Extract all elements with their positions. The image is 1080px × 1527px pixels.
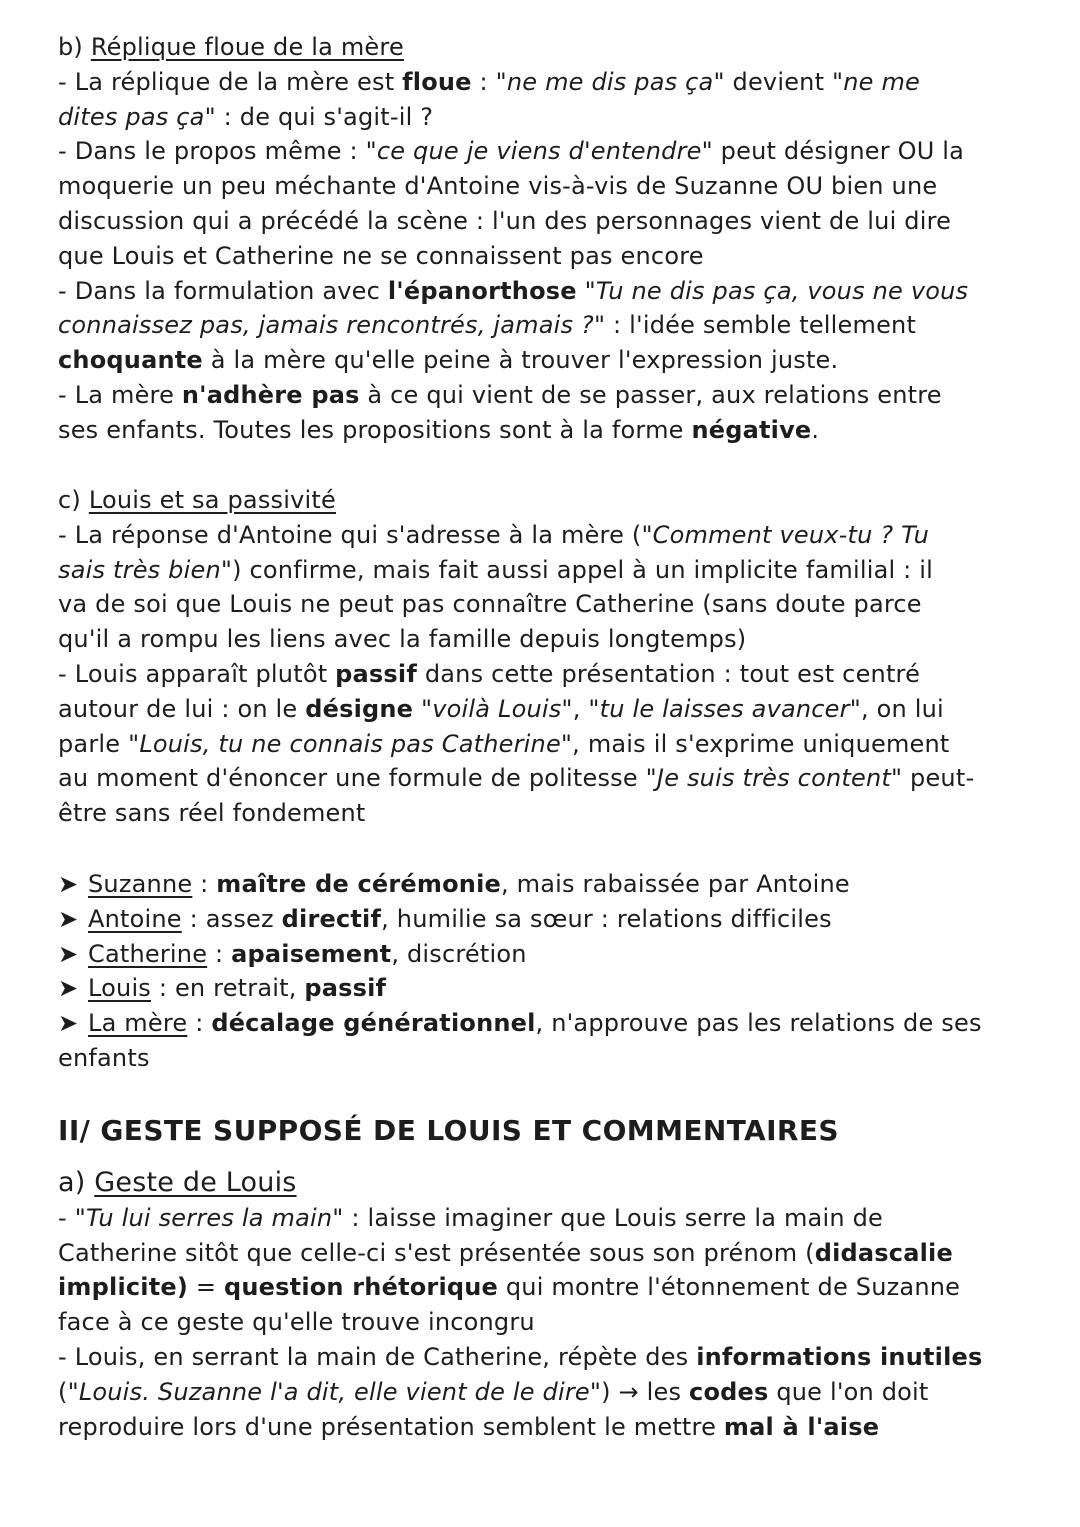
section-a-title: Geste de Louis — [94, 1167, 297, 1198]
quote-italic: sais très bien" — [58, 555, 233, 584]
character-name: Catherine — [88, 939, 208, 968]
text-run: , mais rabaissée par Antoine — [500, 870, 850, 898]
text-run: : — [207, 939, 232, 968]
section-b-title: Réplique floue de la mère — [90, 33, 404, 61]
text-run: que Louis et Catherine ne se connaissent pas encore — [58, 241, 704, 270]
text-run: : de qui s'agit-il ? — [215, 102, 434, 131]
quote-italic: "Louis, tu ne connais pas Catherine" — [128, 729, 573, 758]
text-run: ses enfants. Toutes les propositions sont à la forme — [58, 415, 692, 444]
text-run: - Louis apparaît plutôt — [58, 659, 336, 688]
text-run: - Dans la formulation avec — [58, 276, 388, 305]
section-b-heading — [58, 30, 1028, 65]
text-run: . — [811, 415, 820, 444]
text-line — [58, 518, 1028, 553]
text-run: dans cette présentation : tout est centré — [416, 659, 921, 688]
text-run: à ce qui vient de se passer, aux relations entre — [359, 380, 942, 409]
section-a-heading — [58, 1166, 1028, 1201]
emphasis-bold: décalage générationnel — [211, 1009, 536, 1038]
text-line — [58, 343, 1028, 378]
emphasis-bold: implicite) — [58, 1273, 189, 1302]
section-b — [58, 30, 1028, 448]
text-run: face à ce geste qu'elle trouve incongru — [58, 1308, 535, 1337]
text-line — [58, 308, 1028, 343]
character-name: Suzanne — [88, 870, 193, 898]
text-run: qu'il a rompu les liens avec la famille depuis longtemps) — [58, 625, 747, 654]
emphasis-bold: question rhétorique — [224, 1273, 499, 1302]
text-line — [58, 239, 1028, 274]
emphasis-bold: apaisement — [231, 939, 392, 968]
text-run: être sans réel fondement — [58, 799, 366, 828]
text-line — [58, 1410, 1028, 1445]
text-run: Catherine sitôt que celle-ci s'est présentée sous son prénom ( — [58, 1238, 815, 1267]
text-run: - — [58, 1203, 75, 1232]
text-run: : laisse imaginer que Louis serre la main de — [343, 1203, 883, 1232]
text-line — [58, 1236, 1028, 1271]
section-c — [58, 483, 1028, 831]
emphasis-bold: passif — [304, 974, 387, 1003]
text-line — [58, 796, 1028, 831]
text-run: : assez — [181, 904, 282, 933]
text-line — [58, 1201, 1028, 1236]
section-c-label: c) — [58, 486, 81, 514]
text-line — [58, 1375, 1028, 1410]
text-line — [58, 1270, 1028, 1305]
text-run: ) → les — [601, 1377, 690, 1406]
text-run: que l'on doit — [768, 1377, 929, 1406]
emphasis-bold: informations inutiles — [696, 1342, 983, 1371]
text-run: - La réplique de la mère est — [58, 67, 403, 96]
emphasis-bold: négative — [691, 415, 812, 444]
emphasis-bold: didascalie — [814, 1238, 953, 1267]
text-line — [58, 134, 1028, 169]
character-item — [58, 1006, 1028, 1041]
text-run: : — [187, 1009, 212, 1038]
text-line — [58, 657, 1028, 692]
text-run: ) confirme, mais fait aussi appel à un implicite familial : il — [232, 555, 934, 584]
emphasis-bold: n'adhère pas — [181, 380, 360, 409]
text-run: - Dans le propos même : — [58, 137, 366, 166]
text-run: va de soi que Louis ne peut pas connaître Catherine (sans doute parce — [58, 590, 922, 619]
text-run — [577, 277, 585, 305]
emphasis-bold: mal à l'aise — [723, 1412, 880, 1441]
text-run: parle — [58, 729, 129, 758]
section-c-title: Louis et sa passivité — [88, 486, 336, 514]
text-run: : l'idée semble tellement — [605, 311, 917, 340]
quote-italic: "Tu ne dis pas ça, vous ne vous — [584, 276, 969, 305]
emphasis-bold: choquante — [58, 346, 203, 375]
text-line — [58, 761, 1028, 796]
quote-italic: connaissez pas, jamais rencontrés, jamais ?" — [58, 311, 606, 340]
character-name: Antoine — [88, 904, 182, 933]
text-line — [58, 1340, 1028, 1375]
quote-italic: "Je suis très content" — [645, 764, 903, 793]
text-run: - La réponse d'Antoine qui s'adresse à la mère ( — [58, 520, 642, 549]
text-run: , n'approuve pas les relations de ses — [535, 1009, 982, 1038]
text-line — [58, 413, 1028, 448]
text-run: , discrétion — [391, 939, 527, 968]
section-a-body — [58, 1201, 1028, 1445]
quote-italic: "ne me — [832, 67, 921, 96]
text-run: : — [471, 67, 496, 96]
text-run — [413, 695, 421, 723]
emphasis-bold: l'épanorthose — [387, 276, 577, 305]
quote-italic: dites pas ça" — [58, 102, 216, 131]
emphasis-bold: désigne — [305, 694, 414, 723]
section-c-heading — [58, 483, 1028, 518]
text-run: = — [188, 1273, 225, 1302]
quote-italic: "tu le laisses avancer" — [588, 694, 861, 723]
text-run: ( — [58, 1377, 68, 1406]
text-line — [58, 622, 1028, 657]
quote-italic: "voilà Louis" — [421, 694, 573, 723]
arrow-bullet-icon: ➤ — [58, 974, 79, 1003]
text-line — [58, 100, 1028, 135]
arrow-bullet-icon: ➤ — [58, 904, 79, 933]
arrow-bullet-icon: ➤ — [58, 939, 79, 968]
section-c-body — [58, 518, 1028, 831]
text-run: , on lui — [860, 694, 944, 723]
text-line — [58, 553, 1028, 588]
text-line — [58, 169, 1028, 204]
character-name: Louis — [88, 974, 152, 1003]
emphasis-bold: floue — [402, 67, 472, 96]
text-line — [58, 587, 1028, 622]
text-line — [58, 727, 1028, 762]
part-two-heading: II/ GESTE SUPPOSÉ DE LOUIS ET COMMENTAIRES — [58, 1114, 839, 1147]
text-run: autour de lui : on le — [58, 694, 306, 723]
character-item — [58, 971, 1028, 1006]
summary-continuation: enfants — [58, 1043, 150, 1072]
quote-italic: "Comment veux-tu ? Tu — [641, 520, 930, 549]
text-run: qui montre l'étonnement de Suzanne — [498, 1273, 961, 1302]
quote-italic: "Louis. Suzanne l'a dit, elle vient de le dire" — [67, 1377, 602, 1406]
section-b-body — [58, 65, 1028, 448]
arrow-bullet-icon: ➤ — [58, 1009, 79, 1038]
text-line — [58, 274, 1028, 309]
text-run: reproduire lors d'une présentation semblent le mettre — [58, 1412, 724, 1441]
character-item — [58, 902, 1028, 937]
text-line — [58, 204, 1028, 239]
text-run: , humilie sa sœur : relations difficiles — [381, 904, 832, 933]
text-run: devient — [724, 67, 833, 96]
text-run: : en retrait, — [151, 974, 305, 1003]
text-run: peut désigner OU la — [712, 137, 965, 166]
text-run: moquerie un peu méchante d'Antoine vis-à-vis de Suzanne OU bien une — [58, 172, 938, 201]
section-b-label: b) — [58, 33, 83, 61]
emphasis-bold: directif — [281, 904, 382, 933]
emphasis-bold: passif — [335, 659, 417, 688]
emphasis-bold: maître de cérémonie — [216, 870, 501, 898]
text-run: : — [192, 870, 217, 898]
text-line — [58, 692, 1028, 727]
text-run: , — [572, 694, 589, 723]
text-run: - Louis, en serrant la main de Catherine, répète des — [58, 1342, 697, 1371]
text-run: - La mère — [58, 380, 182, 409]
character-name: La mère — [88, 1009, 188, 1038]
character-summary — [58, 867, 1028, 1076]
arrow-bullet-icon: ➤ — [58, 870, 79, 898]
text-line — [58, 1305, 1028, 1340]
quote-italic: "ce que je viens d'entendre" — [365, 137, 713, 166]
quote-italic: "ne me dis pas ça" — [495, 67, 725, 96]
character-list — [58, 867, 1028, 1041]
text-run: discussion qui a précédé la scène : l'un des personnages vient de lui dire — [58, 206, 952, 235]
section-a — [58, 1166, 1028, 1444]
text-line — [58, 65, 1028, 100]
quote-italic: "Tu lui serres la main" — [74, 1203, 344, 1232]
character-item — [58, 867, 1028, 902]
text-line — [58, 378, 1028, 413]
text-run: au moment d'énoncer une formule de politesse — [58, 764, 646, 793]
text-run: , mais il s'exprime uniquement — [572, 729, 950, 758]
character-item — [58, 937, 1028, 972]
text-run: peut- — [902, 764, 975, 793]
emphasis-bold: codes — [689, 1377, 769, 1406]
section-a-label: a) — [58, 1167, 86, 1198]
text-run: à la mère qu'elle peine à trouver l'expression juste. — [202, 346, 839, 375]
